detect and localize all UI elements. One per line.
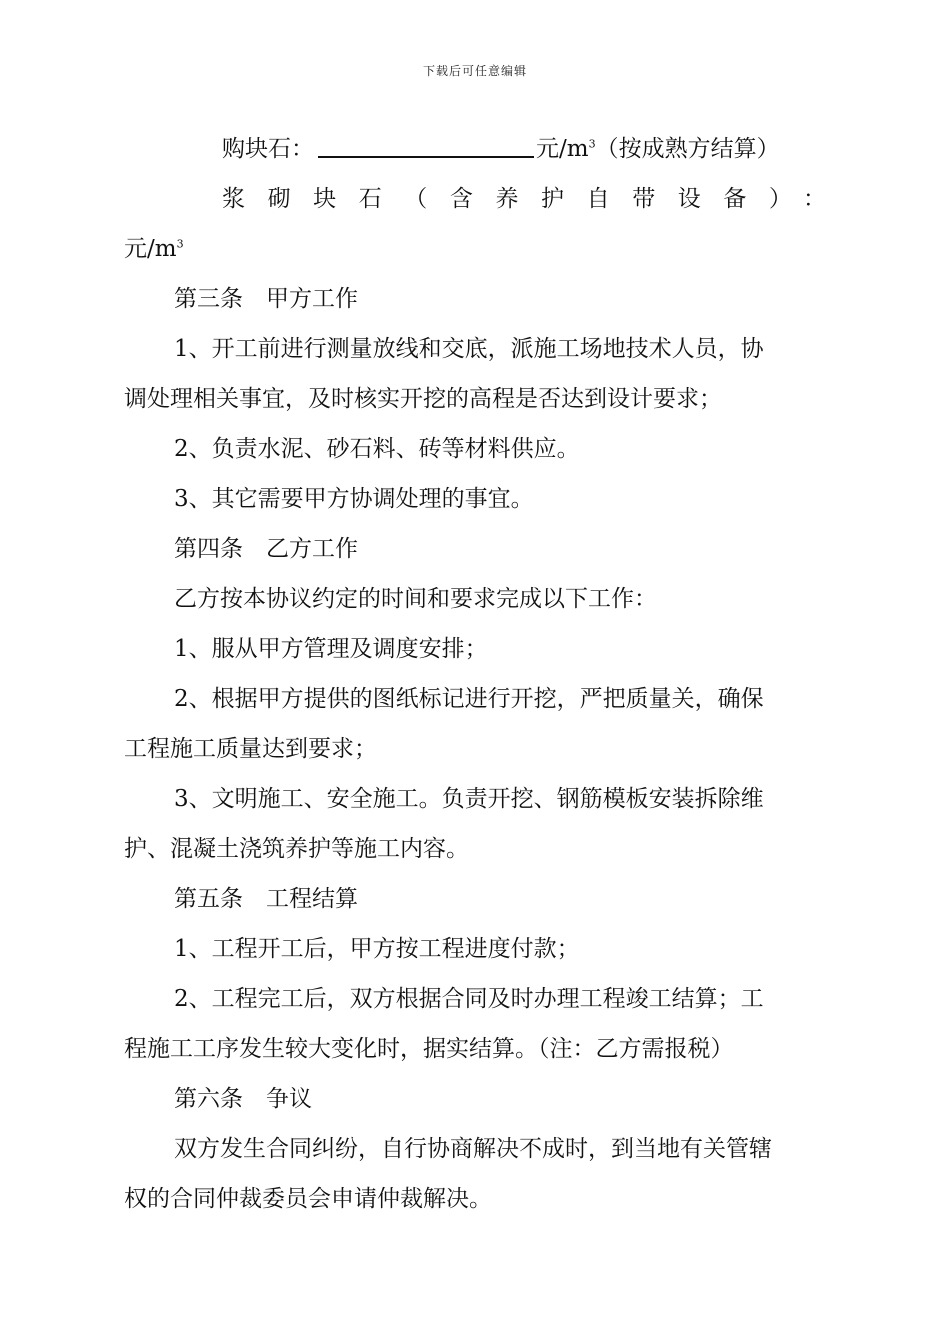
price-line-masonry-unit: [124, 224, 840, 274]
article-4-item-1: 1、服从甲方管理及调度安排；: [174, 636, 488, 662]
article-6-text-line-2: 权的合同仲裁委员会申请仲裁解决。: [124, 1186, 492, 1212]
document-body: [124, 124, 840, 1224]
price-blank-field[interactable]: [318, 132, 534, 158]
article-4-item-3-line-1: 3、文明施工、安全施工。负责开挖、钢筋模板安装拆除维: [174, 786, 764, 812]
article-3-item-3: 3、其它需要甲方协调处理的事宜。: [174, 486, 534, 512]
article-5-item-2-line-2: 程施工工序发生较大变化时，据实结算。（注：乙方需报税）: [124, 1036, 734, 1062]
article-3-heading: 第三条 甲方工作: [174, 286, 358, 312]
unit-text: 元/m: [536, 136, 589, 162]
article-5-heading: 第五条 工程结算: [174, 886, 358, 912]
article-4-item-3-line-2: 护、混凝土浇筑养护等施工内容。: [124, 836, 469, 862]
article-3-item-2: 2、负责水泥、砂石料、砖等材料供应。: [174, 436, 580, 462]
unit-text: 元/m: [124, 236, 177, 262]
article-6-heading: 第六条 争议: [174, 1086, 312, 1112]
price-line-masonry: 浆砌块石（含养护自带设备）：: [222, 186, 840, 212]
article-3-item-1-line-2: 调处理相关事宜，及时核实开挖的高程是否达到设计要求；: [124, 386, 722, 412]
article-6-text-line-1: 双方发生合同纠纷，自行协商解决不成时，到当地有关管辖: [174, 1136, 772, 1162]
label-block-stone: 购块石：: [222, 136, 314, 162]
article-3-item-1-line-1: 1、开工前进行测量放线和交底，派施工场地技术人员，协: [174, 336, 764, 362]
unit-superscript: 3: [588, 137, 596, 151]
article-4-intro: 乙方按本协议约定的时间和要求完成以下工作：: [174, 586, 657, 612]
article-4-heading: 第四条 乙方工作: [174, 536, 358, 562]
unit-superscript: 3: [176, 237, 184, 251]
price-line-block-stone: [124, 124, 840, 174]
article-5-item-2-line-1: 2、工程完工后，双方根据合同及时办理工程竣工结算；工: [174, 986, 764, 1012]
price-note: （按成熟方结算）: [595, 136, 780, 162]
article-4-item-2-line-2: 工程施工质量达到要求；: [124, 736, 377, 762]
page-header: 下载后可任意编辑: [422, 64, 527, 78]
article-4-item-2-line-1: 2、根据甲方提供的图纸标记进行开挖，严把质量关，确保: [174, 686, 764, 712]
article-5-item-1: 1、工程开工后，甲方按工程进度付款；: [174, 936, 580, 962]
